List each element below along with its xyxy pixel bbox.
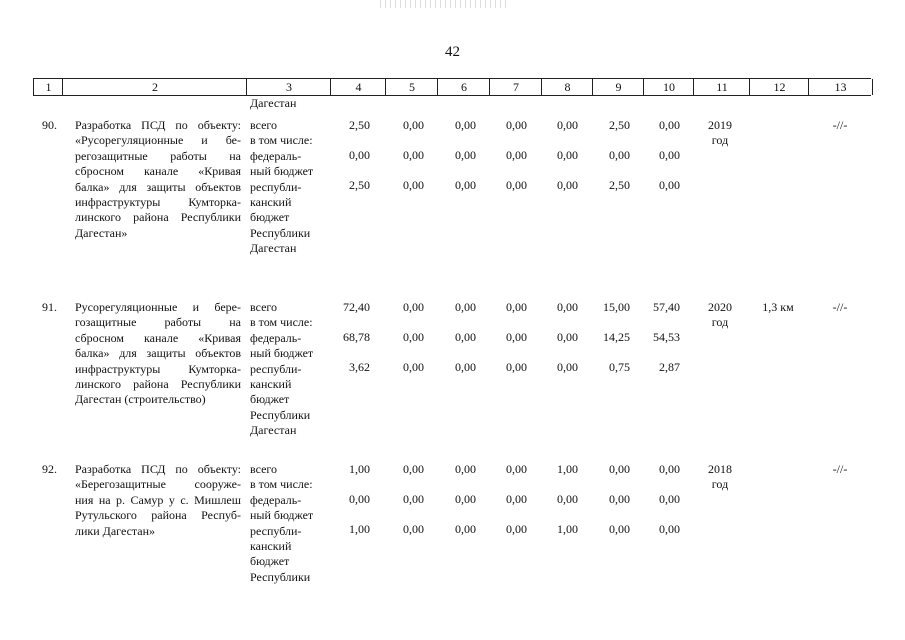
funding-source-line: республи-	[250, 361, 302, 376]
header-col-1: 1	[33, 79, 63, 95]
value-cell: 0,00	[659, 492, 680, 506]
value-cell: 15,00	[603, 300, 630, 314]
value-cell: 0,00	[609, 522, 630, 536]
funding-source-line: в том числе:	[250, 315, 313, 330]
value-cell: 0,00	[659, 522, 680, 536]
funding-source-line: бюджет	[250, 392, 290, 407]
completion-year: 2018	[708, 462, 732, 476]
value-cell: 0,00	[506, 330, 527, 344]
value-cell: 0,00	[455, 178, 476, 192]
header-col-10: 10	[643, 79, 694, 95]
funding-source-line: бюджет	[250, 554, 290, 569]
header-col-2: 2	[62, 79, 247, 95]
object-name-line: гозащитные работы на	[75, 315, 241, 330]
year-unit: год	[711, 477, 729, 492]
value-cell: 1,00	[557, 522, 578, 536]
value-cell: 1,00	[349, 522, 370, 536]
funding-source-line: ный бюджет	[250, 346, 314, 361]
value-cell: 0,00	[455, 300, 476, 314]
col13-ditto: -//-	[832, 300, 848, 314]
value-cell: 0,00	[403, 360, 424, 374]
value-cell: 0,00	[506, 492, 527, 506]
funding-source-line: Республики	[250, 407, 311, 422]
funding-source-line: всего	[250, 462, 278, 476]
scan-artifact	[380, 0, 510, 8]
col13-ditto: -//-	[832, 462, 848, 476]
completion-year: 2019	[708, 118, 732, 132]
value-cell: 0,00	[609, 148, 630, 162]
funding-source-line: всего	[250, 118, 278, 132]
object-name-line: линского района Республики	[75, 376, 241, 391]
row-number: 90.	[42, 118, 57, 132]
funding-source-line: федераль-	[250, 148, 302, 163]
value-cell: 0,00	[609, 462, 630, 476]
value-cell: 0,00	[455, 522, 476, 536]
object-name-line: Разработка ПСД по объекту:	[75, 118, 241, 132]
header-col-12: 12	[749, 79, 809, 95]
object-name-line: сбросном канале «Кривая	[75, 164, 241, 179]
funding-source-line: ный бюджет	[250, 508, 314, 523]
object-name-line: Русорегуляционные и бере-	[75, 300, 241, 314]
object-name-line: балка» для защиты объектов	[75, 179, 241, 194]
object-name-line: инфраструктуры Кумторка-	[75, 194, 241, 209]
value-cell: 0,00	[506, 360, 527, 374]
value-cell: 57,40	[653, 300, 680, 314]
value-cell: 0,00	[557, 330, 578, 344]
value-cell: 0,00	[557, 118, 578, 132]
header-col-9: 9	[592, 79, 644, 95]
object-name-line: регозащитные работы на	[75, 148, 241, 163]
value-cell: 0,00	[659, 148, 680, 162]
value-cell: 0,00	[403, 118, 424, 132]
header-col-5: 5	[385, 79, 438, 95]
object-name-line: линского района Республики	[75, 210, 241, 225]
value-cell: 0,00	[557, 492, 578, 506]
value-cell: 0,00	[506, 148, 527, 162]
object-name	[75, 118, 241, 241]
object-name-line: сбросном канале «Кривая	[75, 330, 241, 345]
funding-source-line: Дагестан	[250, 423, 297, 438]
value-cell: 0,00	[455, 360, 476, 374]
value-cell: 0,00	[609, 492, 630, 506]
funding-source-line: Дагестан	[250, 241, 297, 256]
value-cell: 0,00	[557, 178, 578, 192]
value-cell: 0,00	[349, 148, 370, 162]
object-name-line: балка» для защиты объектов	[75, 346, 241, 361]
funding-source-line: Республики	[250, 225, 311, 240]
value-cell: 0,00	[403, 492, 424, 506]
value-cell: 0,00	[557, 148, 578, 162]
value-cell: 0,00	[455, 118, 476, 132]
table-header-row	[33, 78, 871, 96]
value-cell: 1,00	[557, 462, 578, 476]
col13-ditto: -//-	[832, 118, 848, 132]
page-number: 42	[445, 44, 460, 60]
value-cell: 0,00	[506, 522, 527, 536]
object-name	[75, 300, 241, 408]
funding-source-line: бюджет	[250, 210, 290, 225]
object-name-line: инфраструктуры Кумторка-	[75, 361, 241, 376]
funding-source-line: в том числе:	[250, 133, 313, 148]
funding-source-line: ный бюджет	[250, 164, 314, 179]
value-cell: 72,40	[343, 300, 370, 314]
value-cell: 0,00	[403, 522, 424, 536]
funding-source-line: республи-	[250, 523, 302, 538]
value-cell: 54,53	[653, 330, 680, 344]
value-cell: 2,50	[349, 178, 370, 192]
funding-source-line: канский	[250, 377, 292, 391]
value-cell: 14,25	[603, 330, 630, 344]
funding-source-line: федераль-	[250, 330, 302, 345]
value-cell: 0,00	[403, 330, 424, 344]
header-col-13: 13	[808, 79, 873, 95]
value-cell: 0,00	[455, 148, 476, 162]
value-cell: 2,50	[609, 178, 630, 192]
object-name-line: Дагестан»	[75, 225, 128, 240]
capacity: 1,3 км	[762, 300, 794, 314]
value-cell: 0,00	[506, 300, 527, 314]
header-col-6: 6	[437, 79, 490, 95]
value-cell: 0,00	[506, 118, 527, 132]
value-cell: 0,00	[557, 300, 578, 314]
completion-year: 2020	[708, 300, 732, 314]
object-name-line: «Берегозащитные сооруже-	[75, 477, 241, 492]
year-unit: год	[711, 315, 729, 330]
value-cell: 0,00	[455, 330, 476, 344]
carryover-label: Дагестан	[250, 96, 297, 110]
value-cell: 2,50	[609, 118, 630, 132]
value-cell: 68,78	[343, 330, 370, 344]
value-cell: 0,00	[403, 148, 424, 162]
value-cell: 2,50	[349, 118, 370, 132]
funding-source-line: Республики	[250, 569, 311, 584]
value-cell: 0,00	[506, 178, 527, 192]
value-cell: 0,00	[403, 178, 424, 192]
object-name-line: «Русорегуляционные и бе-	[75, 133, 241, 148]
value-cell: 2,87	[659, 360, 680, 374]
header-col-7: 7	[489, 79, 542, 95]
header-col-11: 11	[693, 79, 750, 95]
value-cell: 0,75	[609, 360, 630, 374]
funding-source-line: всего	[250, 300, 278, 314]
value-cell: 0,00	[403, 462, 424, 476]
funding-source-line: канский	[250, 539, 292, 553]
object-name-line: лики Дагестан»	[75, 523, 156, 538]
value-cell: 0,00	[506, 462, 527, 476]
year-unit: год	[711, 133, 729, 148]
funding-source-line: канский	[250, 195, 292, 209]
object-name-line: Рутульского района Респуб-	[75, 508, 241, 523]
object-name-line: ния на р. Самур у с. Мишлеш	[75, 492, 241, 507]
value-cell: 0,00	[403, 300, 424, 314]
object-name	[75, 462, 241, 539]
value-cell: 3,62	[349, 360, 370, 374]
row-number: 92.	[42, 462, 57, 476]
funding-source-line: федераль-	[250, 492, 302, 507]
value-cell: 0,00	[659, 118, 680, 132]
value-cell: 0,00	[659, 178, 680, 192]
header-col-4: 4	[330, 79, 386, 95]
object-name-line: Разработка ПСД по объекту:	[75, 462, 241, 476]
row-number: 91.	[42, 300, 57, 314]
value-cell: 0,00	[557, 360, 578, 374]
header-col-8: 8	[541, 79, 593, 95]
funding-source-line: в том числе:	[250, 477, 313, 492]
funding-source-line: республи-	[250, 179, 302, 194]
value-cell: 0,00	[349, 492, 370, 506]
value-cell: 0,00	[455, 462, 476, 476]
header-col-3: 3	[246, 79, 331, 95]
value-cell: 1,00	[349, 462, 370, 476]
object-name-line: Дагестан (строительство)	[75, 392, 206, 407]
value-cell: 0,00	[455, 492, 476, 506]
value-cell: 0,00	[659, 462, 680, 476]
